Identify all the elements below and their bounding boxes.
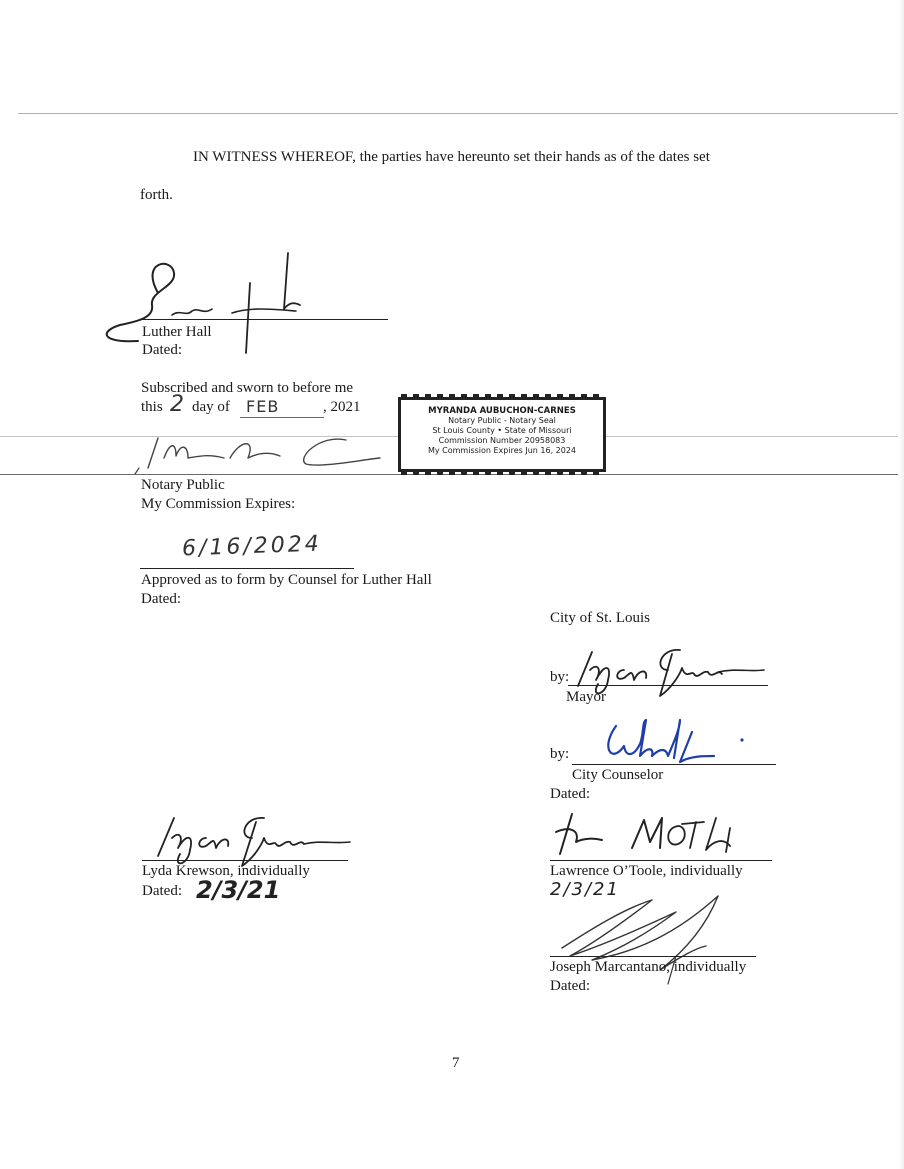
- approved-dated-label: Dated:: [141, 591, 181, 607]
- otoole-signature-line: [550, 860, 772, 861]
- counselor-signature-line: [572, 764, 776, 765]
- krewson-signature: [144, 810, 354, 870]
- luther-hall-dated-label: Dated:: [142, 342, 182, 358]
- notary-seal-stamp: [398, 397, 606, 472]
- notary-commission-expires-handwritten: 6/16/2024: [181, 531, 323, 562]
- marcantano-dated-label: Dated:: [550, 978, 590, 994]
- mayor-signature-line: [568, 685, 768, 686]
- krewson-signature-line: [142, 860, 348, 861]
- stamp-line-commission-expires: My Commission Expires Jun 16, 2024: [427, 446, 577, 455]
- notary-public-label: Notary Public: [141, 477, 225, 493]
- counselor-by-label: by:: [550, 746, 570, 762]
- otoole-name: Lawrence O’Toole, individually: [550, 863, 743, 879]
- stamp-line-commission-number: Commission Number 20958083: [438, 436, 566, 445]
- notary-subscribed-text: Subscribed and sworn to before me: [141, 380, 354, 396]
- notary-public-signature: [130, 428, 390, 478]
- approved-signature-line: [140, 568, 354, 569]
- notary-commission-label: My Commission Expires:: [141, 496, 296, 512]
- page-number: 7: [452, 1055, 460, 1071]
- notary-day-of-text: day of: [192, 399, 230, 415]
- top-page-edge-rule: [18, 113, 904, 114]
- notary-month-blank-line: [240, 417, 324, 418]
- stamp-top-serration: [401, 394, 603, 398]
- city-heading: City of St. Louis: [550, 610, 651, 626]
- city-counselor-label: City Counselor: [572, 767, 664, 783]
- city-dated-label: Dated:: [550, 786, 590, 802]
- krewson-date-handwritten: 2/3/21: [196, 876, 281, 904]
- notary-year-text: , 2021: [323, 399, 361, 415]
- witness-clause-line-2: forth.: [140, 187, 173, 203]
- otoole-signature: [550, 808, 750, 864]
- stamp-bottom-serration: [401, 471, 603, 475]
- city-counselor-signature: [594, 712, 754, 772]
- right-scan-edge: [898, 0, 904, 1169]
- luther-hall-name: Luther Hall: [142, 324, 212, 340]
- otoole-date-handwritten: 2/3/21: [550, 879, 620, 900]
- notary-day-handwritten: 2: [170, 392, 184, 417]
- mayor-label: Mayor: [566, 689, 606, 705]
- stamp-line-county-state: St Louis County • State of Missouri: [432, 426, 572, 435]
- approved-as-to-form-text: Approved as to form by Counsel for Luther Hall: [141, 572, 432, 588]
- krewson-name: Lyda Krewson, individually: [142, 863, 310, 879]
- krewson-dated-label: Dated:: [142, 883, 182, 899]
- marcantano-signature-line: [550, 956, 756, 957]
- witness-clause-line-1: IN WITNESS WHEREOF, the parties have hereunto set their hands as of the dates set: [193, 149, 710, 165]
- luther-hall-signature-line: [140, 319, 388, 320]
- stamp-line-notary-seal: Notary Public - Notary Seal: [448, 416, 556, 425]
- mayor-by-label: by:: [550, 669, 570, 685]
- marcantano-name: Joseph Marcantano, individually: [550, 959, 747, 975]
- stamp-notary-name: MYRANDA AUBUCHON-CARNES: [428, 406, 576, 416]
- notary-this-prefix: this: [141, 399, 163, 415]
- notary-month-handwritten: FEB: [246, 397, 280, 416]
